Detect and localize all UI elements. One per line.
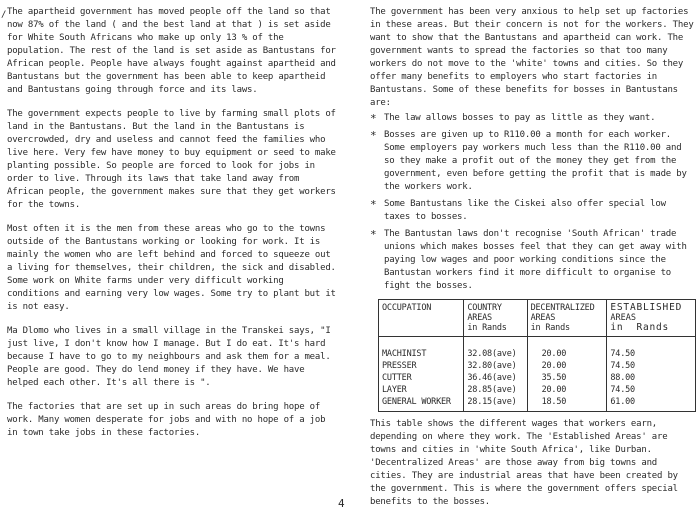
- list-item: * The Bantustan laws don't recognise 'South African' trade unions which makes bosses feel that they can get away with paying low wages and poor working conditions since the Bantustan workers find it more difficult to organise to fight the bosses.: [370, 228, 694, 293]
- paragraph-land: The apartheid government has moved people off the land so that now 87% of the land ( and the best land at that ) is set aside for White South Africans who make up only 13 % of the population. The rest of the land is set aside as Bantustans for African people. People have always fought against apartheid and Bantustans but the government has been able to keep apartheid and Bantustans going through force and its laws.: [7, 7, 336, 95]
- header-established-line3: in Rands: [610, 322, 670, 333]
- cell-established: 88.00: [607, 372, 696, 384]
- table-row: [379, 396, 696, 412]
- cell-decentralized: 20.00: [527, 360, 607, 372]
- header-occupation-label: OCCUPATION: [382, 303, 432, 313]
- cell-occupation: LAYER: [379, 384, 464, 396]
- cell-country: 36.46(ave): [464, 372, 527, 384]
- header-decentralized-line1: DECENTRALIZED: [530, 303, 595, 313]
- list-item: * The law allows bosses to pay as little as they want.: [370, 112, 694, 125]
- cell-country: 28.15(ave): [464, 396, 527, 412]
- left-column: [7, 6, 337, 451]
- paragraph-farming: The government expects people to live by farming small plots of land in the Bantustans. But the land in the Bantustans is overcrowded, dry and useless and cannot feed the families who live here. Very few have money to buy equipment or seed to make planting possible. So people are forced to look for jobs in order to live. Through its laws that take land away from African people, the government makes sure that they get workers for the towns.: [7, 109, 336, 210]
- cell-decentralized: 18.50: [527, 396, 607, 412]
- paragraph-migrant-work: Most often it is the men from these areas who go to the towns outside of the Bantustans working or looking for work. It is mainly the women who are left behind and forced to squeeze out a living for themselves, their children, the sick and disabled. Some work on White farms under very difficult working conditions and earning very low wages. Some try to plant but it is not easy.: [7, 224, 336, 312]
- cell-occupation: MACHINIST: [379, 337, 464, 361]
- margin-mark: /: [1, 10, 7, 20]
- cell-occupation: CUTTER: [379, 372, 464, 384]
- right-column: [370, 6, 694, 520]
- paragraph-government-factories: The government has been very anxious to help set up factories in these areas. But their concern is not for the workers. They want to show that the Bantustans and apartheid can work. The government wants to spread the factories so that too many workers do not move to the 'white' towns and cities. So they offer many benefits to employers who start factories in Bantustans. Some of these benefits for bosses in Bantustans are:: [370, 7, 694, 108]
- wages-table: [378, 299, 696, 412]
- header-country-line3: in Rands: [467, 323, 507, 333]
- cell-occupation: GENERAL WORKER: [379, 396, 464, 412]
- benefits-list: [370, 112, 694, 293]
- cell-country: 28.85(ave): [464, 384, 527, 396]
- table-row: [379, 360, 696, 372]
- table-row: [379, 384, 696, 396]
- list-item: * Some Bantustans like the Ciskei also offer special low taxes to bosses.: [370, 198, 694, 224]
- page-number: 4: [338, 497, 345, 510]
- header-country-areas: [464, 300, 527, 337]
- paragraph-factories: The factories that are set up in such areas do bring hope of work. Many women desperate for jobs and with no hope of a job in town take jobs in these factories.: [7, 402, 326, 438]
- header-country-line1: COUNTRY: [467, 303, 502, 313]
- table-header-row: [379, 300, 696, 337]
- cell-established: 74.50: [607, 337, 696, 361]
- header-occupation: [379, 300, 464, 337]
- table-row: [379, 372, 696, 384]
- table-row: [379, 337, 696, 361]
- header-decentralized-areas: [527, 300, 607, 337]
- header-established-areas: [607, 300, 696, 337]
- paragraph-ma-dlomo-quote: Ma Dlomo who lives in a small village in the Transkei says, "I just live, I don't know how I manage. But I do eat. It's hard because I have to go to my neighbours and ask them for a meal. People are good. They do lend money if they have. We have helped each other. It's all there is ".: [7, 326, 331, 388]
- header-decentralized-line3: in Rands: [530, 323, 570, 333]
- cell-decentralized: 20.00: [527, 384, 607, 396]
- cell-decentralized: 35.50: [527, 372, 607, 384]
- cell-occupation: PRESSER: [379, 360, 464, 372]
- cell-country: 32.80(ave): [464, 360, 527, 372]
- cell-established: 74.50: [607, 360, 696, 372]
- header-decentralized-line2: AREAS: [530, 313, 556, 323]
- cell-country: 32.08(ave): [464, 337, 527, 361]
- header-established-line2: AREAS: [610, 313, 636, 323]
- cell-established: 74.50: [607, 384, 696, 396]
- cell-decentralized: 20.00: [527, 337, 607, 361]
- cell-established: 61.00: [607, 396, 696, 412]
- paragraph-table-explanation: This table shows the different wages that workers earn, depending on where they work. The 'Established Areas' are towns and cities in 'white South Africa', like Durban. 'Decentralized Areas' are those away from big towns and cities. They are industrial areas that have been created by the government. This is where the government offers special benefits to the bosses.: [370, 419, 678, 507]
- header-established-line1: ESTABLISHED: [610, 302, 683, 313]
- list-item: * Bosses are given up to R110.00 a month for each worker. Some employers pay workers much less than the R110.00 and so they make a profit out of the money they get from the government, even before getting the profit that is made by the workers work.: [370, 129, 694, 194]
- header-country-line2: AREAS: [467, 313, 492, 323]
